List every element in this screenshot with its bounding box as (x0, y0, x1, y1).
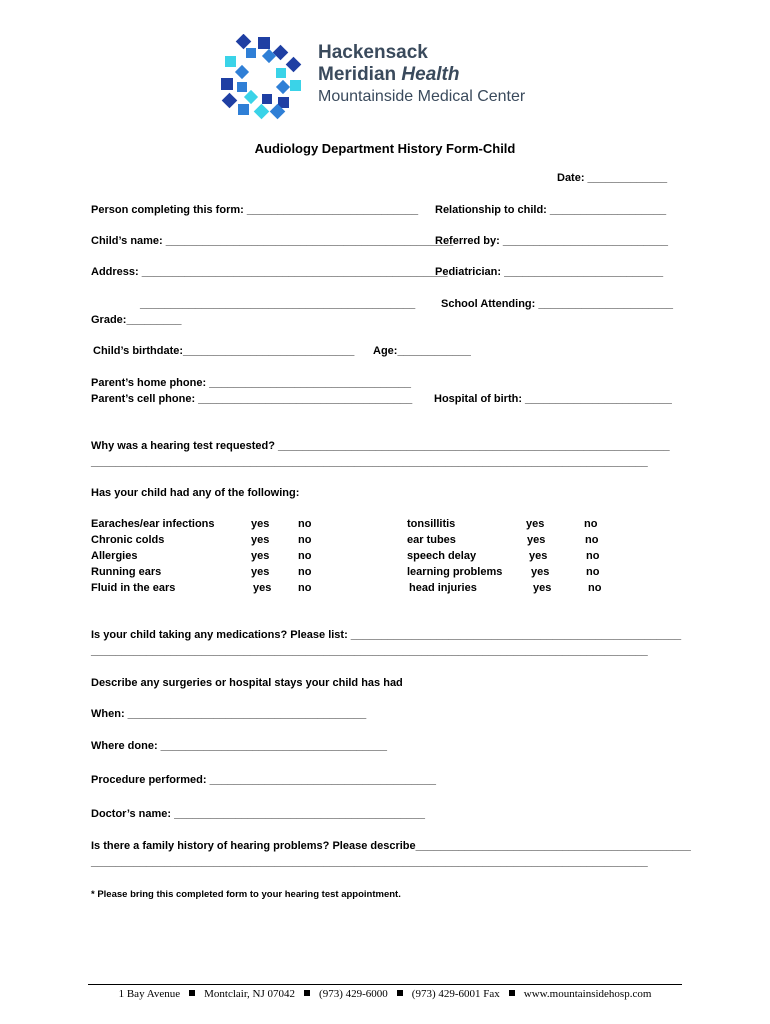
age-field[interactable]: Age:____________ (373, 345, 471, 357)
footer-website[interactable]: www.mountainsidehosp.com (523, 988, 652, 1000)
condition-label: Running ears (91, 566, 162, 578)
form-title: Audiology Department History Form-Child (254, 141, 516, 156)
grade-field[interactable]: Grade:_________ (91, 314, 182, 326)
logo-mark-icon (218, 34, 304, 120)
condition-label: Earaches/ear infections (91, 518, 215, 530)
appointment-note: * Please bring this completed form to your hearing test appointment. (91, 889, 401, 900)
doctor-name-field[interactable]: Doctor’s name: _________________________________________ (91, 808, 425, 820)
square-bullet-icon (189, 990, 195, 996)
yes-option[interactable]: yes (531, 566, 550, 578)
no-option[interactable]: no (584, 518, 598, 530)
medications-line2[interactable]: ___________________________________________________________________________________________ (91, 645, 648, 657)
condition-label: tonsillitis (407, 518, 456, 530)
footer-fax: (973) 429-6001 Fax (411, 988, 500, 1000)
org-name-health: Health (401, 64, 460, 85)
yes-option[interactable]: yes (251, 518, 270, 530)
school-attending-field[interactable]: School Attending: ______________________ (441, 298, 673, 310)
yes-option[interactable]: yes (529, 550, 548, 562)
conditions-heading: Has your child had any of the following: (91, 487, 300, 499)
child-name-field[interactable]: Child’s name: _______________________________________________ (91, 235, 454, 247)
condition-label: Fluid in the ears (91, 582, 176, 594)
condition-label: Allergies (91, 550, 138, 562)
person-completing-field[interactable]: Person completing this form: ____________________________ (91, 204, 419, 216)
no-option[interactable]: no (298, 582, 312, 594)
org-name-meridian: Meridian (318, 64, 397, 85)
no-option[interactable]: no (298, 550, 312, 562)
yes-option[interactable]: yes (533, 582, 552, 594)
hospital-of-birth-field[interactable]: Hospital of birth: ________________________ (434, 393, 672, 405)
yes-option[interactable]: yes (251, 550, 270, 562)
footer-phone: (973) 429-6000 (319, 988, 388, 1000)
condition-label: speech delay (407, 550, 477, 562)
footer-divider (88, 984, 682, 985)
condition-label: ear tubes (407, 534, 456, 546)
medications-field[interactable]: Is your child taking any medications? Please list: ______________________________________________________ (91, 629, 682, 641)
condition-label: Chronic colds (91, 534, 165, 546)
footer-city: Montclair, NJ 07042 (204, 988, 296, 1000)
date-field[interactable]: Date: _____________ (557, 172, 668, 184)
cell-phone-field[interactable]: Parent’s cell phone: ___________________________________ (91, 393, 413, 405)
square-bullet-icon (397, 990, 403, 996)
org-name-line3: Mountainside Medical Center (318, 88, 526, 105)
hearing-test-reason-line2[interactable]: ___________________________________________________________________________________________ (91, 456, 648, 468)
yes-option[interactable]: yes (251, 566, 270, 578)
square-bullet-icon (304, 990, 310, 996)
birthdate-field[interactable]: Child’s birthdate:____________________________ (93, 345, 355, 357)
footer (0, 988, 770, 1000)
yes-option[interactable]: yes (253, 582, 272, 594)
no-option[interactable]: no (586, 566, 600, 578)
pediatrician-field[interactable]: Pediatrician: __________________________ (435, 266, 664, 278)
condition-label: learning problems (407, 566, 503, 578)
family-history-line2[interactable]: ___________________________________________________________________________________________ (91, 856, 648, 868)
family-history-field[interactable]: Is there a family history of hearing problems? Please describe_____________________________________________ (91, 840, 691, 852)
square-bullet-icon (509, 990, 515, 996)
yes-option[interactable]: yes (527, 534, 546, 546)
address-field[interactable]: Address: __________________________________________________ (91, 266, 448, 278)
no-option[interactable]: no (298, 534, 312, 546)
condition-label: head injuries (409, 582, 477, 594)
no-option[interactable]: no (586, 550, 600, 562)
referred-by-field[interactable]: Referred by: ___________________________ (435, 235, 669, 247)
surgeries-heading: Describe any surgeries or hospital stays your child has had (91, 677, 403, 689)
home-phone-field[interactable]: Parent’s home phone: _________________________________ (91, 377, 412, 389)
no-option[interactable]: no (298, 566, 312, 578)
relationship-field[interactable]: Relationship to child: ___________________ (435, 204, 667, 216)
procedure-field[interactable]: Procedure performed: _____________________________________ (91, 774, 436, 786)
no-option[interactable]: no (298, 518, 312, 530)
no-option[interactable]: no (588, 582, 602, 594)
surgery-when-field[interactable]: When: _______________________________________ (91, 708, 367, 720)
org-name-line2 (318, 64, 459, 86)
yes-option[interactable]: yes (526, 518, 545, 530)
yes-option[interactable]: yes (251, 534, 270, 546)
org-name-line1: Hackensack (318, 42, 428, 63)
hearing-test-reason-field[interactable]: Why was a hearing test requested? ________________________________________________________________ (91, 440, 670, 452)
surgery-where-field[interactable]: Where done: _____________________________________ (91, 740, 388, 752)
footer-address: 1 Bay Avenue (118, 988, 181, 1000)
address-line2-field[interactable]: _____________________________________________ (140, 298, 416, 310)
no-option[interactable]: no (585, 534, 599, 546)
